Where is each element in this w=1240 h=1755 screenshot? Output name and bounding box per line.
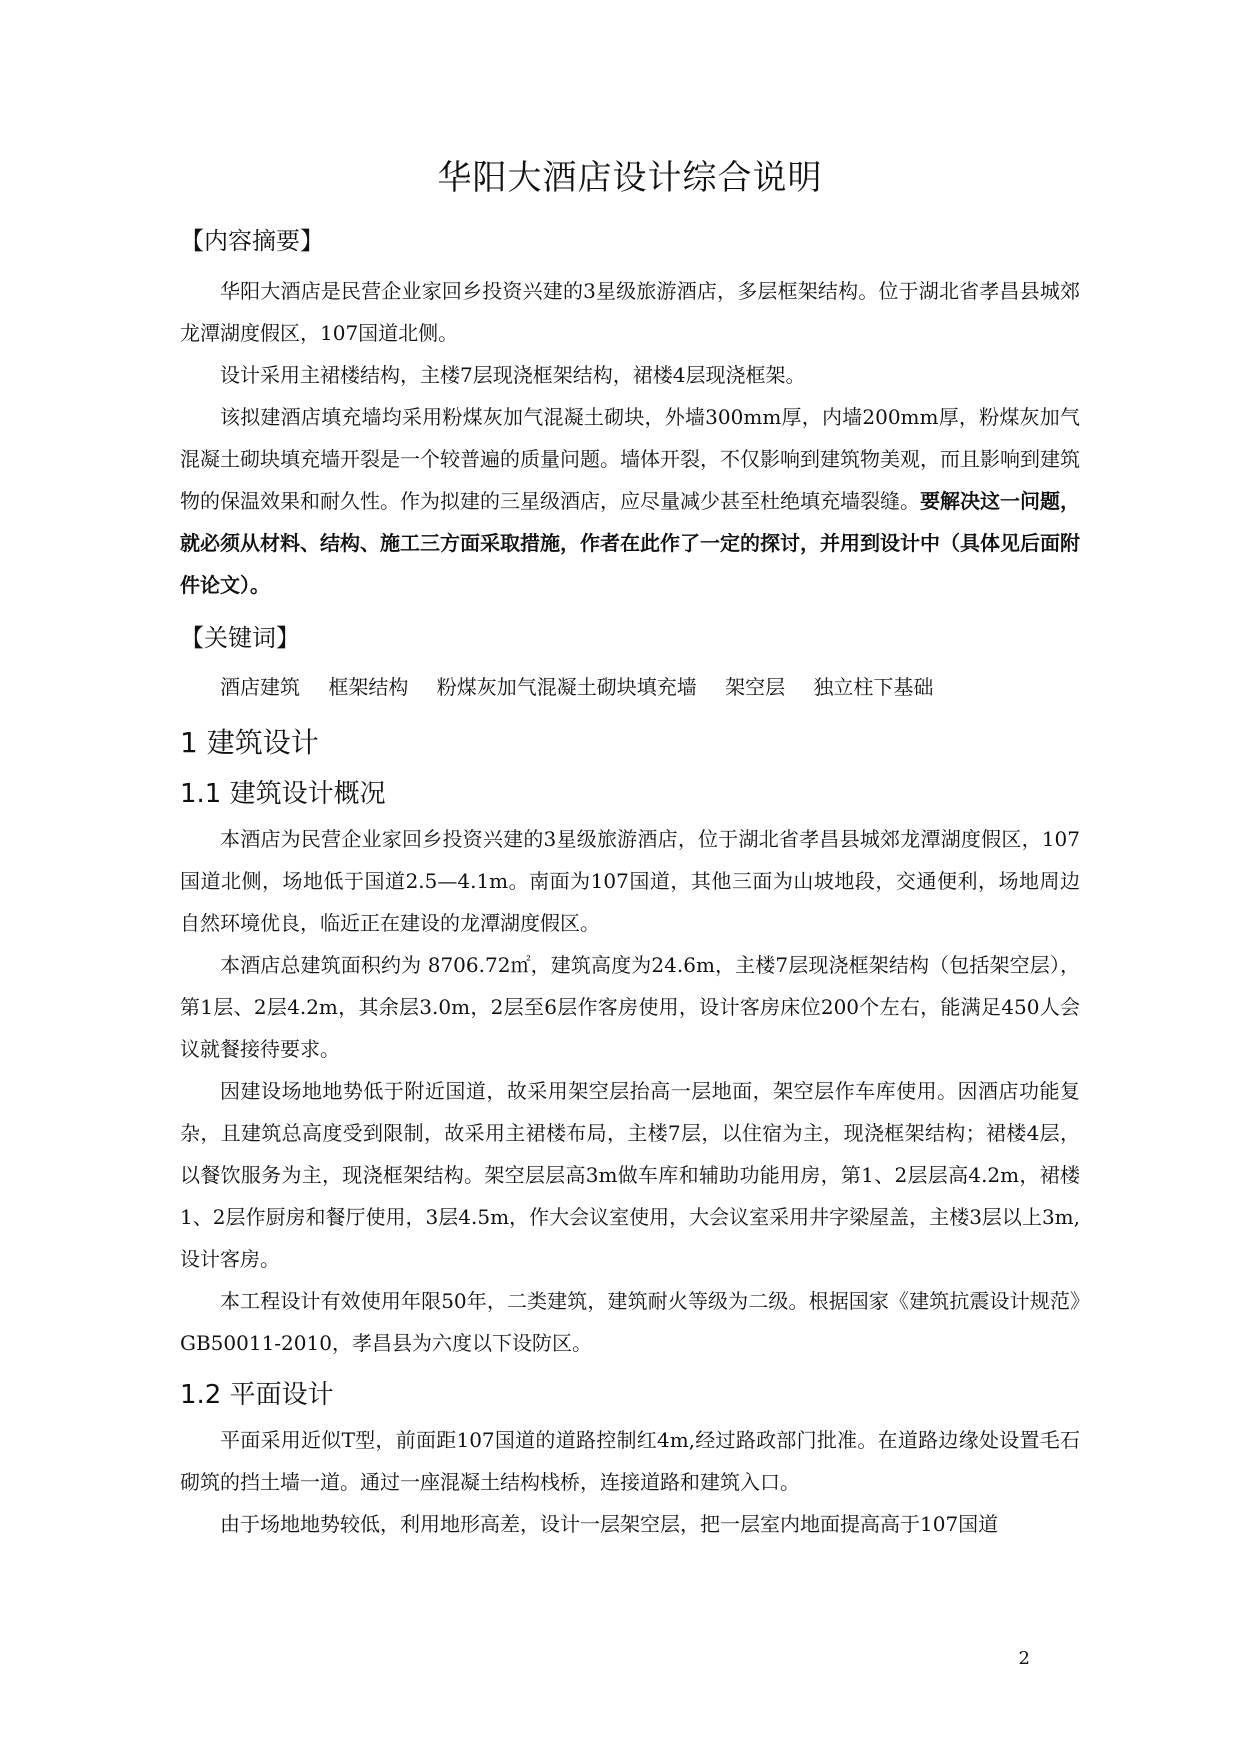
- summary-paragraph-1: 华阳大酒店是民营企业家回乡投资兴建的3星级旅游酒店，多层框架结构。位于湖北省孝昌县城郊龙潭湖度假区，107国道北侧。: [180, 279, 1080, 345]
- document-page: [180, 150, 1080, 1545]
- summary-paragraph-3-text: 该拟建酒店填充墙均采用粉煤灰加气混凝土砌块，外墙300mm厚，内墙200mm厚，粉煤灰加气混凝土砌块填充墙开裂是一个较普遍的质量问题。墙体开裂，不仅影响到建筑物美观，而且影响到建筑物的保温效果和耐久性。作为拟建的三星级酒店，应尽量减少甚至杜绝填充墙裂缝。: [180, 405, 1080, 513]
- section-1-1-heading: 1.1 建筑设计概况: [180, 779, 386, 809]
- summary-paragraph-2: 设计采用主裙楼结构，主楼7层现浇框架结构，裙楼4层现浇框架。: [220, 363, 806, 387]
- keywords-label: 【关键词】: [180, 624, 300, 652]
- page-number: 2: [1018, 1648, 1030, 1669]
- keyword-item: 粉煤灰加气混凝土砌块填充墙: [436, 675, 697, 699]
- keywords-list: [180, 667, 1080, 707]
- section-1-2-heading: 1.2 平面设计: [180, 1380, 334, 1410]
- summary-paragraph-3: [180, 396, 1080, 606]
- section-1-1-paragraph-2: 本酒店总建筑面积约为 8706.72㎡，建筑高度为24.6m，主楼7层现浇框架结构（包括架空层），第1层、2层4.2m，其余层3.0m，2层至6层作客房使用，设计客房床位200个左右，能满足450人会议就餐接待要求。: [180, 953, 1080, 1061]
- keyword-item: 框架结构: [328, 675, 409, 699]
- section-1-heading: 1 建筑设计: [180, 726, 319, 759]
- section-1-2-paragraph-2: 由于场地地势较低，利用地形高差，设计一层架空层，把一层室内地面提高高于107国道: [220, 1512, 999, 1536]
- section-1-1-paragraph-3: 因建设场地地势低于附近国道，故采用架空层抬高一层地面，架空层作车库使用。因酒店功能复杂，且建筑总高度受到限制，故采用主裙楼布局，主楼7层，以住宿为主，现浇框架结构；裙楼4层，以餐饮服务为主，现浇框架结构。架空层层高3m做车库和辅助功能用房，第1、2层层高4.2m，裙楼1、2层作厨房和餐厅使用，3层4.5m，作大会议室使用，大会议室采用井字梁屋盖，主楼3层以上3m,设计客房。: [180, 1079, 1080, 1271]
- keyword-item: 酒店建筑: [220, 675, 300, 699]
- keyword-item: 架空层: [725, 675, 786, 699]
- summary-paragraph-3-bold: 要解决这一问题，就必须从材料、结构、施工三方面采取措施，作者在此作了一定的探讨，并用到设计中（具体见后面附件论文）。: [180, 489, 1080, 597]
- keyword-item: 独立柱下基础: [813, 675, 934, 699]
- section-1-2-paragraph-1: 平面采用近似T型，前面距107国道的道路控制红4m,经过路政部门批准。在道路边缘处设置毛石砌筑的挡土墙一道。通过一座混凝土结构栈桥，连接道路和建筑入口。: [180, 1428, 1080, 1494]
- document-title: 华阳大酒店设计综合说明: [437, 158, 823, 198]
- summary-label: 【内容摘要】: [180, 227, 324, 255]
- section-1-1-paragraph-1: 本酒店为民营企业家回乡投资兴建的3星级旅游酒店，位于湖北省孝昌县城郊龙潭湖度假区，107国道北侧，场地低于国道2.5—4.1m。南面为107国道，其他三面为山坡地段，交通便利，场地周边自然环境优良，临近正在建设的龙潭湖度假区。: [180, 827, 1080, 935]
- section-1-1-paragraph-4: 本工程设计有效使用年限50年，二类建筑，建筑耐火等级为二级。根据国家《建筑抗震设计规范》GB50011-2010，孝昌县为六度以下设防区。: [180, 1289, 1080, 1355]
